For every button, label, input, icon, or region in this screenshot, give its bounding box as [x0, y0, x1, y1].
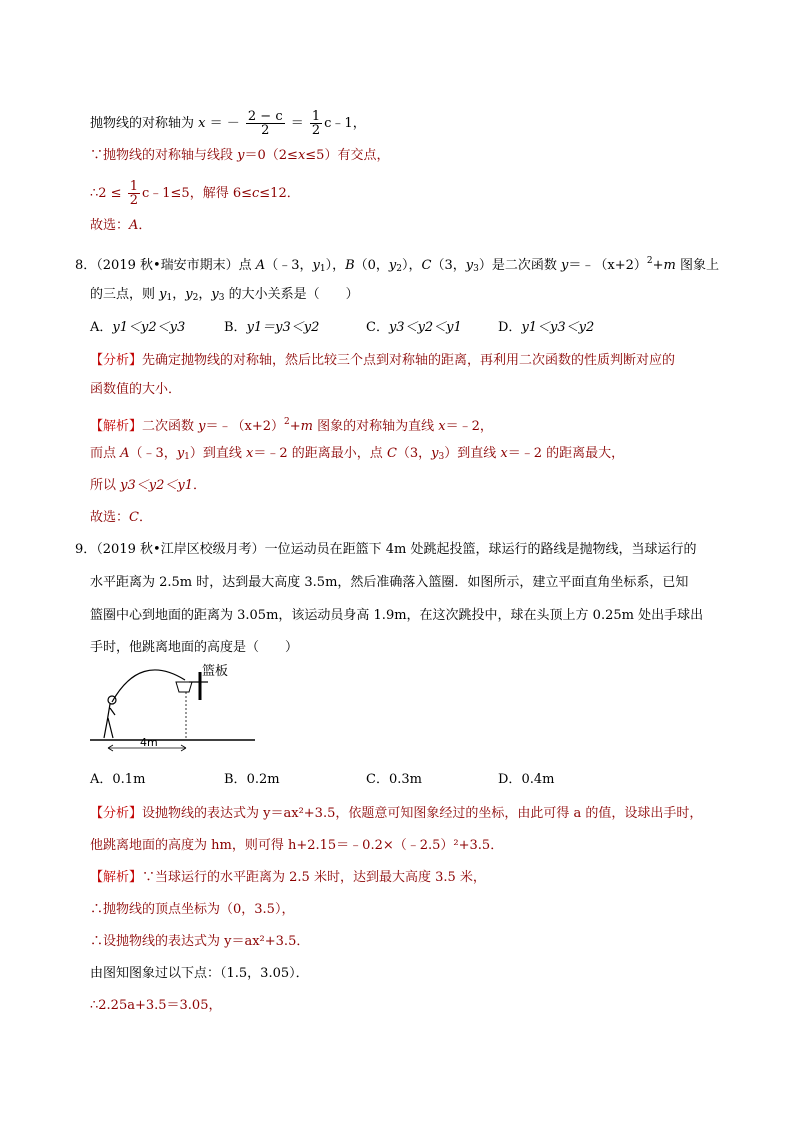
question-8-line-2: 的三点，则 $y_1$，$y_2$，$y_3$ 的大小关系是（ ） [90, 287, 359, 303]
question-9-line-2: 水平距离为 2.5m 时，达到最大高度 3.5m，然后准确落入篮圈．如图所示，建立平面直角坐标系，已知 [90, 575, 689, 590]
option-a[interactable]: A．0.1m [90, 772, 146, 787]
hoop [176, 682, 192, 692]
question-9-line-3: 篮圈中心到地面的距离为 3.05m，该运动员身高 1.9m，在这次跳投中，球在头顶上方 0.25m 处出手球出 [90, 608, 704, 623]
q9-solution-2: ∴抛物线的顶点坐标为（0，3.5）， [90, 902, 295, 917]
q9-solution-3: ∴设抛物线的表达式为 y＝ax²+3.5． [90, 934, 310, 949]
question-9-line-1: 9．（2019 秋•江岸区校级月考）一位运动员在距篮下 4m 处跳起投篮，球运行的路线是抛物线，当球运行的 [75, 542, 697, 557]
question-9-line-4: 手时，他跳离地面的高度是（ ） [90, 640, 299, 655]
q8-solution-3: 所以 y3＜y2＜y1． [90, 478, 207, 493]
basketball-figure [90, 660, 260, 760]
option-c[interactable]: C．y3＜y2＜y1 [366, 320, 462, 335]
option-c[interactable]: C．0.3m [366, 772, 422, 787]
solution-line-axis: 抛物线的对称轴为 x ＝ － $\frac{2 - c}{2}$ ＝ $\frac{1}{2}$ c﹣1， [90, 109, 366, 138]
fraction: $\frac{2 - c}{2}$ [247, 109, 283, 138]
option-b[interactable]: B．y1＝y3＜y2 [224, 320, 320, 335]
answer-line: 故选：A． [90, 218, 152, 233]
solution-line-intersect: ∵抛物线的对称轴与线段 y＝0（2≤x≤5）有交点， [90, 148, 390, 163]
q8-solution-1: 【解析】二次函数 $y=﹣(x+2)^2+m$ 图象的对称轴为直线 x＝﹣2， [90, 417, 493, 434]
option-d[interactable]: D．0.4m [498, 772, 555, 787]
q9-solution-5: ∴2.25a+3.5＝3.05， [90, 998, 222, 1013]
option-a[interactable]: A．y1＜y2＜y3 [90, 320, 186, 335]
distance-label: 4m [140, 736, 158, 749]
q9-solution-1: 【解析】∵当球运行的水平距离为 2.5 米时，达到最大高度 3.5 米， [90, 870, 486, 885]
q9-solution-4: 由图知图象过以下点：（1.5，3.05）． [90, 966, 309, 981]
q8-analysis-1: 【分析】先确定抛物线的对称轴，然后比较三个点到对称轴的距离，再利用二次函数的性质判断对应的 [90, 353, 676, 368]
q9-analysis-1: 【分析】设抛物线的表达式为 y＝ax²+3.5，依题意可知图象经过的坐标，由此可得 a 的值，设球出手时， [90, 806, 703, 821]
option-d[interactable]: D．y1＜y3＜y2 [498, 320, 595, 335]
fraction: $\frac{1}{2}$ [129, 179, 138, 208]
q9-analysis-2: 他跳离地面的高度为 hm，则可得 h+2.15＝﹣0.2×（﹣2.5）²+3.5． [90, 838, 504, 853]
player-figure [104, 696, 116, 738]
question-8-line-1: 8．（2019 秋•瑞安市期末）点 A（﹣3，$y_1$），B（0，$y_2$），C（3，$y_3$）是二次函数 $y=﹣(x+2)^2+m$ 图象上 [75, 256, 719, 274]
q8-solution-2: 而点 A（﹣3，$y_1$）到直线 x＝﹣2 的距离最小，点 C（3，$y_3$）到直线 x＝﹣2 的距离最大， [90, 446, 625, 462]
solution-line-range: ∴2 ≤ $\frac{1}{2}$ c﹣1≤5，解得 6≤c≤12． [90, 179, 300, 208]
option-b[interactable]: B．0.2m [224, 772, 280, 787]
q8-analysis-2: 函数值的大小． [90, 382, 182, 397]
ball-trajectory [112, 670, 185, 702]
q8-answer: 故选：C． [90, 510, 152, 525]
fraction: $\frac{1}{2}$ [311, 109, 321, 138]
board-label: 篮板 [202, 664, 229, 679]
